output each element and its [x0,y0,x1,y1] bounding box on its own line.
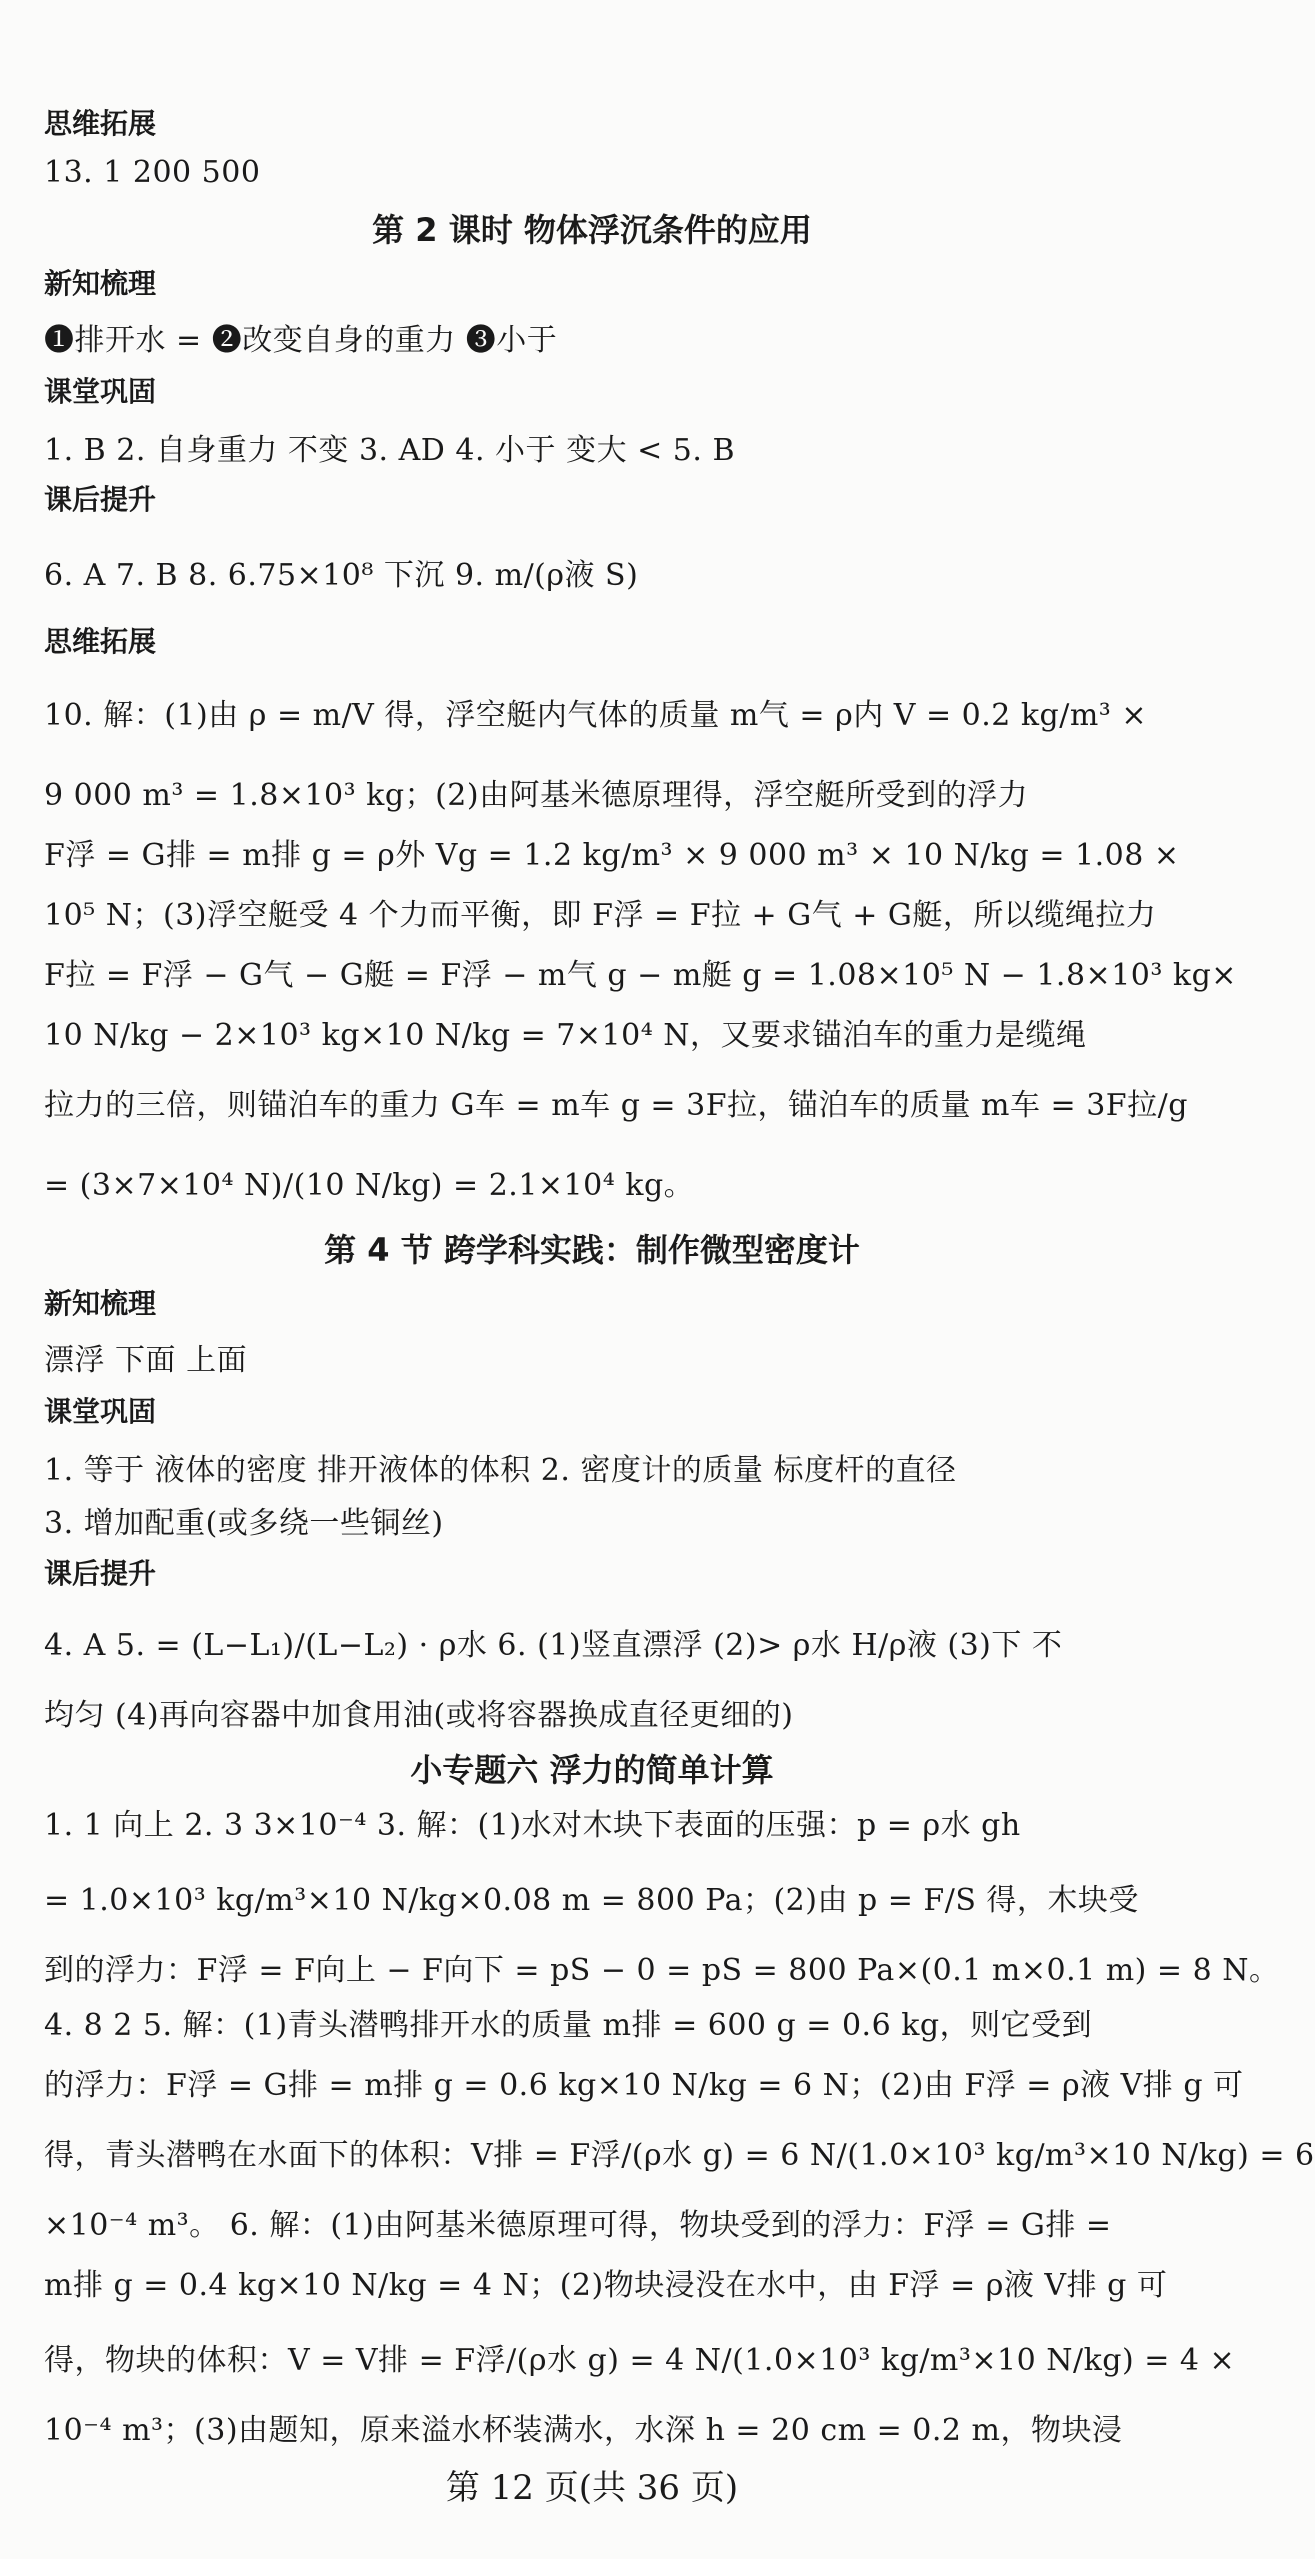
answer-line: 13. 1 200 500 [44,155,261,190]
page-footer: 第 12 页(共 36 页) [445,2468,739,2508]
answer-line: m排 g = 0.4 kg×10 N/kg = 4 N；(2)物块浸没在水中，由 F浮 = ρ液 V排 g 可 [44,2268,1168,2303]
answer-line: 10 N/kg − 2×10³ kg×10 N/kg = 7×10⁴ N，又要求锚泊车的重力是缆绳 [44,1018,1087,1053]
answer-line: 10⁻⁴ m³；(3)由题知，原来溢水杯装满水，水深 h = 20 cm = 0.2 m，物块浸 [44,2413,1123,2448]
section-heading: 新知梳理 [44,1287,157,1320]
answer-line: 10⁵ N；(3)浮空艇受 4 个力而平衡，即 F浮 = F拉 + G气 + G艇，所以缆绳拉力 [44,898,1157,933]
section-heading: 思维拓展 [44,107,157,140]
section-heading: 新知梳理 [44,267,157,300]
answer-line: F拉 = F浮 − G气 − G艇 = F浮 − m气 g − m艇 g = 1.08×10⁵ N − 1.8×10³ kg× [44,958,1237,993]
answer-line: ❶排开水 = ❷改变自身的重力 ❸小于 [44,323,558,358]
answer-line: 均匀 (4)再向容器中加食用油(或将容器换成直径更细的) [44,1698,794,1733]
answer-line: 得，物块的体积：V = V排 = F浮/(ρ水 g) = 4 N/(1.0×10³ kg/m³×10 N/kg) = 4 × [44,2343,1236,2378]
answer-line: 1. 等于 液体的密度 排开液体的体积 2. 密度计的质量 标度杆的直径 [44,1453,957,1488]
answer-line: 1. B 2. 自身重力 不变 3. AD 4. 小于 变大 < 5. B [44,433,735,468]
answer-line: 3. 增加配重(或多绕一些铜丝) [44,1506,444,1541]
answer-line: 9 000 m³ = 1.8×10³ kg；(2)由阿基米德原理得，浮空艇所受到的浮力 [44,778,1029,813]
answer-line: 4. 8 2 5. 解：(1)青头潜鸭排开水的质量 m排 = 600 g = 0.6 kg，则它受到 [44,2008,1093,2043]
answer-line: = (3×7×10⁴ N)/(10 N/kg) = 2.1×10⁴ kg。 [44,1168,695,1203]
answer-line: 到的浮力：F浮 = F向上 − F向下 = pS − 0 = pS = 800 Pa×(0.1 m×0.1 m) = 8 N。 [44,1953,1280,1988]
answer-line: ×10⁻⁴ m³。 6. 解：(1)由阿基米德原理可得，物块受到的浮力：F浮 = G排 = [44,2208,1112,2243]
section-title: 第 2 课时 物体浮沉条件的应用 [372,211,812,249]
answer-line: F浮 = G排 = m排 g = ρ外 Vg = 1.2 kg/m³ × 9 000 m³ × 10 N/kg = 1.08 × [44,838,1180,873]
section-title: 小专题六 浮力的简单计算 [410,1751,774,1789]
answer-line: 6. A 7. B 8. 6.75×10⁸ 下沉 9. m/(ρ液 S) [44,558,639,593]
answer-line: = 1.0×10³ kg/m³×10 N/kg×0.08 m = 800 Pa；(2)由 p = F/S 得，木块受 [44,1883,1139,1918]
answer-line: 4. A 5. = (L−L₁)/(L−L₂) · ρ水 6. (1)竖直漂浮 (2)> ρ水 H/ρ液 (3)下 不 [44,1628,1063,1663]
section-heading: 课堂巩固 [44,1395,157,1428]
answer-line: 漂浮 下面 上面 [44,1343,248,1378]
section-heading: 课堂巩固 [44,375,157,408]
answer-line: 的浮力：F浮 = G排 = m排 g = 0.6 kg×10 N/kg = 6 N；(2)由 F浮 = ρ液 V排 g 可 [44,2068,1244,2103]
answer-line: 拉力的三倍，则锚泊车的重力 G车 = m车 g = 3F拉，锚泊车的质量 m车 = 3F拉/g [44,1088,1188,1123]
section-title: 第 4 节 跨学科实践：制作微型密度计 [324,1231,860,1269]
answer-line: 得，青头潜鸭在水面下的体积：V排 = F浮/(ρ水 g) = 6 N/(1.0×10³ kg/m³×10 N/kg) = 6 [44,2138,1315,2173]
section-heading: 课后提升 [44,1557,157,1590]
section-heading: 课后提升 [44,483,157,516]
answer-line: 1. 1 向上 2. 3 3×10⁻⁴ 3. 解：(1)水对木块下表面的压强：p = ρ水 gh [44,1808,1021,1843]
section-heading: 思维拓展 [44,625,157,658]
answer-line: 10. 解：(1)由 ρ = m/V 得，浮空艇内气体的质量 m气 = ρ内 V = 0.2 kg/m³ × [44,698,1148,733]
